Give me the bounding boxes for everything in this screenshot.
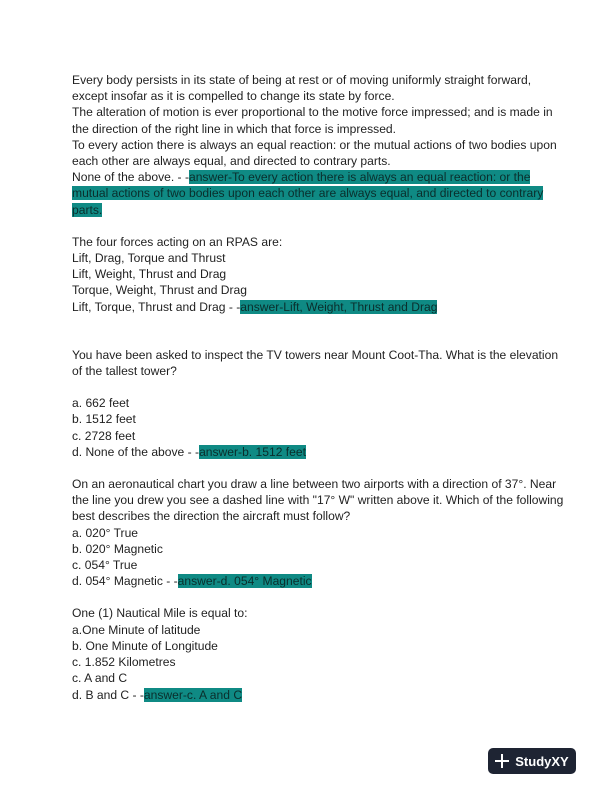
plus-icon xyxy=(495,754,509,768)
q3-answer-highlight: answer-b. 1512 feet xyxy=(199,444,306,459)
q3-option-b: b. 1512 feet xyxy=(72,412,136,427)
document-content xyxy=(72,72,564,703)
q2-question: The four forces acting on an RPAS are: xyxy=(72,234,283,249)
q4-last-option: d. 054° Magnetic - - xyxy=(72,574,178,589)
q1-line-4: the direction of the right line in which that force is impressed. xyxy=(72,121,397,136)
spacer xyxy=(72,315,542,347)
spacer xyxy=(72,379,542,395)
q1-answer-highlight-2: mutual actions of two bodies upon each other are always equal, and directed to contrary xyxy=(72,186,544,201)
q1-line-3: The alteration of motion is ever proportional to the motive force impressed; and is made in xyxy=(72,105,553,120)
q1-last-option: None of the above. - - xyxy=(72,170,189,185)
q4-option-b: b. 020° Magnetic xyxy=(72,541,163,556)
spacer xyxy=(72,589,542,605)
q1-answer-line-2 xyxy=(72,185,542,201)
q1-last-option-line xyxy=(72,169,542,185)
q4-question-line-1: On an aeronautical chart you draw a line between two airports with a direction of 37°. Near xyxy=(72,477,557,492)
q1-answer-highlight-1: answer-To every action there is always an equal reaction: or the xyxy=(188,170,531,185)
q5-option-c2: c. A and C xyxy=(72,671,128,686)
q2-option-3: Torque, Weight, Thrust and Drag xyxy=(72,283,248,298)
q3-option-c: c. 2728 feet xyxy=(72,428,136,443)
q4-answer-highlight: answer-d. 054° Magnetic xyxy=(177,574,312,589)
q4-option-a: a. 020° True xyxy=(72,525,139,540)
q2-option-1: Lift, Drag, Torque and Thrust xyxy=(72,251,226,266)
brand-name: StudyXY xyxy=(515,753,569,769)
question-5 xyxy=(72,605,542,702)
q3-question-line-2: of the tallest tower? xyxy=(72,364,177,379)
question-2 xyxy=(72,234,542,315)
q1-line-6: each other are always equal, and directed to contrary parts. xyxy=(72,154,391,169)
q1-line-1: Every body persists in its state of being at rest or of moving uniformly straight forward, xyxy=(72,73,532,87)
q4-question-line-3: best describes the direction the aircraft must follow? xyxy=(72,509,351,524)
q1-answer-line-3 xyxy=(72,202,542,218)
spacer xyxy=(72,218,542,234)
q5-question: One (1) Nautical Mile is equal to: xyxy=(72,606,248,621)
q3-last-option: d. None of the above - - xyxy=(72,444,200,459)
q3-option-a: a. 662 feet xyxy=(72,396,130,411)
q4-option-c: c. 054° True xyxy=(72,558,138,573)
question-4 xyxy=(72,476,564,589)
question-3 xyxy=(72,347,559,460)
q3-last-option-line xyxy=(72,444,542,460)
question-1 xyxy=(72,72,557,218)
q5-answer-highlight: answer-c. A and C xyxy=(143,687,243,702)
q1-answer-highlight-3: parts. xyxy=(72,202,103,217)
q5-last-option-line xyxy=(72,687,542,703)
q3-question-line-1: You have been asked to inspect the TV towers near Mount Coot-Tha. What is the elevation xyxy=(72,347,559,362)
studyxy-logo xyxy=(488,748,576,774)
q5-last-option: d. B and C - - xyxy=(72,687,144,702)
spacer xyxy=(72,460,542,476)
q2-last-option-line xyxy=(72,299,542,315)
q5-option-a: a.One Minute of latitude xyxy=(72,622,201,637)
q2-last-option: Lift, Torque, Thrust and Drag - - xyxy=(72,299,241,314)
q5-option-b: b. One Minute of Longitude xyxy=(72,638,218,653)
q2-answer-highlight: answer-Lift, Weight, Thrust and Drag xyxy=(240,299,438,314)
q1-line-5: To every action there is always an equal reaction: or the mutual actions of two bodies upon xyxy=(72,137,557,152)
q2-option-2: Lift, Weight, Thrust and Drag xyxy=(72,267,227,282)
q4-question-line-2: the line you drew you see a dashed line with "17° W" written above it. Which of the following xyxy=(72,493,564,508)
q5-option-c: c. 1.852 Kilometres xyxy=(72,655,176,670)
q4-last-option-line xyxy=(72,573,542,589)
q1-line-2: except insofar as it is compelled to change its state by force. xyxy=(72,89,395,104)
